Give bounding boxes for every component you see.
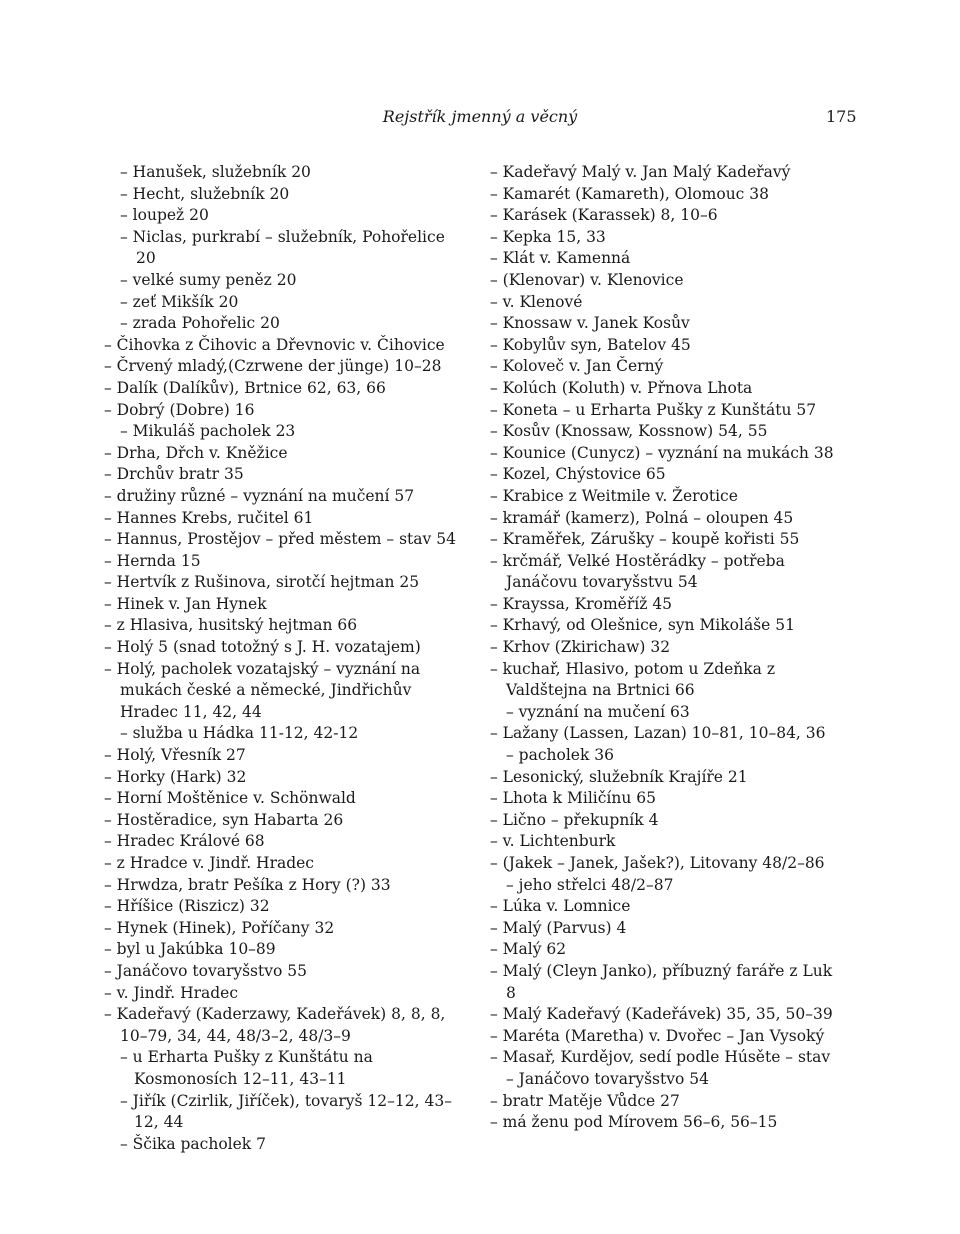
index-entry: – Dobrý (Dobre) 16	[104, 400, 255, 419]
index-entry: – Krabice z Weitmile v. Žerotice	[490, 486, 738, 505]
index-entry: – z Hlasiva, husitský hejtman 66	[104, 616, 358, 635]
index-entry: – má ženu pod Mírovem 56–6, 56–15	[490, 1113, 778, 1132]
index-entry: – Ščika pacholek 7	[120, 1134, 266, 1153]
index-entry: – Horky (Hark) 32	[104, 767, 247, 786]
index-entry: – Masař, Kurdějov, sedí podle Húsěte – stav – Janáčovo tovaryšstvo 54	[490, 1048, 831, 1088]
index-entry: – v. Jindř. Hradec	[104, 983, 239, 1002]
index-entry: – Drchův bratr 35	[104, 465, 244, 484]
index-entry: – Janáčovo tovaryšstvo 55	[104, 961, 307, 980]
index-entry: – Krhavý, od Olešnice, syn Mikoláše 51	[490, 616, 795, 635]
index-entry: – Karásek (Karassek) 8, 10–6	[490, 206, 718, 225]
index-entry: – byl u Jakúbka 10–89	[104, 940, 276, 959]
index-entry: – Lhota k Miličínu 65	[490, 789, 656, 808]
index-entry: – Malý 62	[490, 940, 567, 959]
index-entry: – Hinek v. Jan Hynek	[104, 594, 267, 613]
index-entry: – kuchař, Hlasivo, potom u Zdeňka z Valdštejna na Brtnici 66	[490, 659, 776, 700]
running-header-title: Rejstřík jmenný a věcný	[382, 107, 578, 126]
index-entry: – Hertvík z Rušinova, sirotčí hejtman 25	[104, 573, 420, 592]
index-entry: – loupež 20	[120, 206, 209, 225]
index-entry: – Hannes Krebs, ručitel 61	[104, 508, 314, 527]
index-column-left	[104, 162, 464, 1155]
index-entry: – Kosův (Knossaw, Kossnow) 54, 55	[490, 422, 768, 441]
index-entry: – Kepka 15, 33	[490, 227, 606, 246]
index-entry: – Črvený mladý,(Czrwene der jünge) 10–28	[104, 357, 442, 376]
index-entry: – Lesonický, služebník Krajíře 21	[490, 767, 748, 786]
index-entry: – Malý Kadeřavý (Kadeřávek) 35, 35, 50–39	[490, 1005, 833, 1024]
index-column-right	[490, 162, 835, 1134]
index-entry: – krčmář, Velké Hostěrádky – potřeba Janáčovu tovaryšstvu 54	[490, 551, 785, 592]
index-entry: – Horní Moštěnice v. Schönwald	[104, 789, 356, 808]
index-entry: – Niclas, purkrabí – služebník, Pohořelice 20	[120, 227, 445, 268]
index-entry: – Hanušek, služebník 20	[120, 163, 311, 181]
index-entry: – kramář (kamerz), Polná – oloupen 45	[490, 508, 794, 527]
index-entry: – u Erharta Pušky z Kunštátu na Kosmonosích 12–11, 43–11	[120, 1048, 373, 1088]
index-entry: – v. Klenové	[490, 292, 583, 311]
index-entry: – Holý, Vřesník 27	[104, 746, 246, 765]
index-entry: – zeť Mikšík 20	[120, 292, 239, 311]
index-entry: – Malý (Parvus) 4	[490, 918, 627, 937]
index-entry: – z Hradce v. Jindř. Hradec	[104, 854, 314, 872]
index-entry: – Lúka v. Lomnice	[490, 897, 631, 916]
index-entry: – bratr Matěje Vůdce 27	[490, 1091, 680, 1110]
index-entry: – Koloveč v. Jan Černý	[490, 357, 664, 376]
index-entry: – Hynek (Hinek), Poříčany 32	[104, 918, 335, 937]
index-entry: – Malý (Cleyn Janko), příbuzný faráře z Luk 8	[490, 961, 833, 1002]
index-entry: – Hradec Králové 68	[104, 832, 265, 851]
index-entry: – Kadeřavý (Kaderzawy, Kadeřávek) 8, 8, 8, 10–79, 34, 44, 48/3–2, 48/3–9	[104, 1005, 446, 1045]
index-entry: – Kamarét (Kamareth), Olomouc 38	[490, 184, 770, 203]
index-entry: – Koneta – u Erharta Pušky z Kunštátu 57	[490, 400, 817, 419]
index-entry: – Hostěradice, syn Habarta 26	[104, 810, 344, 829]
index-entry: – družiny různé – vyznání na mučení 57	[104, 486, 415, 505]
index-entry: – Drha, Dřch v. Kněžice	[104, 443, 288, 462]
index-entry: – Krhov (Zkirichaw) 32	[490, 638, 671, 657]
index-entry: – Dalík (Dalíkův), Brtnice 62, 63, 66	[104, 378, 386, 397]
index-entry: – Krayssa, Kroměříž 45	[490, 594, 673, 613]
index-entry: – Knossaw v. Janek Kosův	[490, 314, 690, 333]
index-entry: – Kounice (Cunycz) – vyznání na mukách 38	[490, 443, 834, 462]
index-entry: – Maréta (Maretha) v. Dvořec – Jan Vysoký	[490, 1026, 825, 1045]
index-entry: – Hrwdza, bratr Pešíka z Hory (?) 33	[104, 875, 391, 894]
index-entry: – Čihovka z Čihovic a Dřevnovic v. Čihovice	[104, 335, 445, 354]
index-entry: – Kozel, Chýstovice 65	[490, 465, 666, 484]
index-entry: – Mikuláš pacholek 23	[120, 422, 296, 441]
index-entry: – Klát v. Kamenná	[490, 249, 631, 268]
index-entry: – Hannus, Prostějov – před městem – stav 54	[104, 530, 456, 549]
index-entry: – zrada Pohořelic 20	[120, 314, 280, 333]
index-entry: – Hříšice (Riszicz) 32	[104, 897, 270, 916]
index-entry: – Kraměřek, Zárušky – koupě kořisti 55	[490, 530, 800, 549]
index-entry: – služba u Hádka 11-12, 42-12	[120, 724, 359, 743]
index-entry: – Kobylův syn, Batelov 45	[490, 335, 691, 354]
index-entry: – pacholek 36	[506, 746, 615, 765]
index-entry: – Lično – překupník 4	[490, 810, 659, 829]
index-entry: – vyznání na mučení 63	[506, 702, 690, 721]
index-entry: – Hecht, služebník 20	[120, 184, 290, 203]
index-entry: – Holý, pacholek vozatajský – vyznání na mukách české a německé, Jindřichův Hradec 11, 42, 44	[104, 659, 421, 721]
index-entry: – Kadeřavý Malý v. Jan Malý Kadeřavý	[490, 163, 791, 181]
index-entry: – (Klenovar) v. Klenovice	[490, 270, 684, 289]
index-entry: – velké sumy peněz 20	[120, 270, 297, 289]
index-entry: – Jiřík (Czirlik, Jiříček), tovaryš 12–12, 43–12, 44	[120, 1091, 452, 1132]
index-entry: – (Jakek – Janek, Jašek?), Litovany 48/2–86	[490, 854, 825, 872]
index-entry: – jeho střelci 48/2–87	[506, 875, 674, 894]
page-number: 175	[826, 107, 857, 126]
index-entry: – v. Lichtenburk	[490, 832, 616, 851]
index-entry: – Lažany (Lassen, Lazan) 10–81, 10–84, 36	[490, 724, 826, 743]
index-entry: – Holý 5 (snad totožný s J. H. vozatajem)	[104, 638, 421, 657]
index-entry: – Hernda 15	[104, 551, 201, 570]
index-entry: – Kolúch (Koluth) v. Přnova Lhota	[490, 378, 753, 397]
